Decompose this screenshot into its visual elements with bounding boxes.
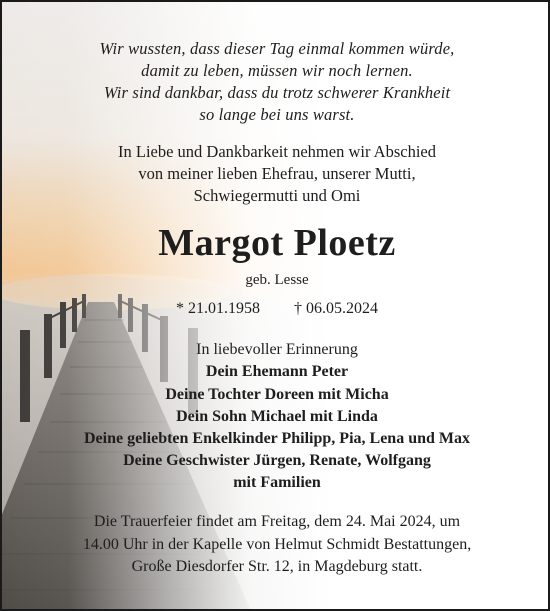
verse-line-2: damit zu leben, müssen wir noch lernen. bbox=[141, 61, 413, 80]
intro-line-2: von meiner lieben Ehefrau, unserer Mutti, bbox=[138, 164, 416, 183]
funeral-line-2: 14.00 Uhr in der Kapelle von Helmut Schmidt Bestattungen, bbox=[82, 536, 472, 553]
intro-line-1: In Liebe und Dankbarkeit nehmen wir Abschied bbox=[118, 142, 436, 161]
funeral-line-1: Die Trauerfeier findet am Freitag, dem 24. Mai 2024, um bbox=[93, 513, 461, 530]
funeral-line-3: Große Diesdorfer Str. 12, in Magdeburg statt. bbox=[131, 558, 423, 575]
birth-date: * 21.01.1958 bbox=[176, 300, 260, 317]
verse-line-3: Wir sind dankbar, dass du trotz schwerer Krankheit bbox=[103, 83, 451, 102]
mourner-3: Dein Sohn Michael mit Linda bbox=[176, 408, 378, 425]
deceased-name: Margot Ploetz bbox=[158, 222, 396, 264]
obituary-text bbox=[2, 2, 550, 611]
verse-line-1: Wir wussten, dass dieser Tag einmal kommen würde, bbox=[99, 39, 455, 58]
intro-line-3: Schwiegermutti und Omi bbox=[193, 186, 361, 205]
death-date: † 06.05.2024 bbox=[294, 300, 378, 317]
mourner-6: mit Familien bbox=[233, 474, 321, 491]
life-dates bbox=[2, 300, 550, 318]
remembrance-label: In liebevoller Erinnerung bbox=[196, 341, 358, 358]
mourner-4: Deine geliebten Enkelkinder Philipp, Pia, Lena und Max bbox=[84, 430, 470, 447]
mourner-1: Dein Ehemann Peter bbox=[205, 363, 349, 380]
mourner-5: Deine Geschwister Jürgen, Renate, Wolfgang bbox=[123, 452, 431, 469]
mourner-2: Deine Tochter Doreen mit Micha bbox=[165, 386, 389, 403]
verse-line-4: so lange bei uns warst. bbox=[199, 105, 355, 124]
maiden-name: geb. Lesse bbox=[245, 272, 309, 288]
